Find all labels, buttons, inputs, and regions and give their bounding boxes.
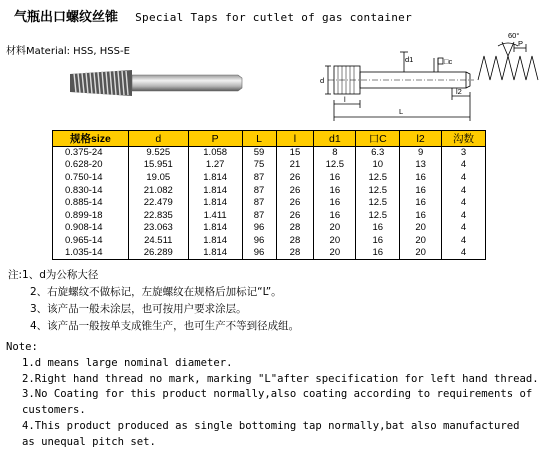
table-cell: 4 (442, 172, 486, 185)
table-row (53, 235, 486, 248)
c-label: □c (444, 57, 453, 66)
table-cell: 4 (442, 184, 486, 197)
table-cell: 1.035-14 (53, 247, 129, 260)
table-cell: 4 (442, 247, 486, 260)
table-cell: 16 (400, 209, 442, 222)
table-row (53, 197, 486, 210)
notes-english (6, 340, 550, 451)
table-cell: 26 (276, 197, 314, 210)
table-cell: 16 (314, 197, 356, 210)
note-en-line: customers. (22, 404, 86, 417)
table-row (53, 184, 486, 197)
table-row (53, 209, 486, 222)
table-cell: 87 (242, 197, 276, 210)
table-cell: 4 (442, 235, 486, 248)
table-cell: 0.830-14 (53, 184, 129, 197)
table-cell: 8 (314, 147, 356, 160)
L-label: L (399, 107, 404, 116)
l2-label: l2 (456, 87, 462, 96)
table-cell: 96 (242, 222, 276, 235)
table-cell: 12.5 (356, 197, 400, 210)
table-cell: 96 (242, 235, 276, 248)
table-cell: 0.750-14 (53, 172, 129, 185)
table-cell: 20 (314, 235, 356, 248)
table-cell: 16 (356, 247, 400, 260)
table-row (53, 247, 486, 260)
table-cell: 59 (242, 147, 276, 160)
table-cell: 20 (400, 222, 442, 235)
title-english: Special Taps for cutlet of gas container (135, 11, 413, 24)
notes-en-label: Note: (6, 341, 38, 353)
table-cell: 26.289 (128, 247, 188, 260)
table-cell: 16 (356, 222, 400, 235)
table-cell: 19.05 (128, 172, 188, 185)
table-cell: 1.814 (188, 235, 242, 248)
column-header: l2 (400, 131, 442, 147)
table-cell: 0.375-24 (53, 147, 129, 160)
table-cell: 4 (442, 222, 486, 235)
column-header: l (276, 131, 314, 147)
table-cell: 0.965-14 (53, 235, 129, 248)
table-cell: 1.814 (188, 197, 242, 210)
table-cell: 9 (400, 147, 442, 160)
table-cell: 1.27 (188, 159, 242, 172)
table-cell: 87 (242, 172, 276, 185)
table-cell: 1.411 (188, 209, 242, 222)
column-header: 沟数 (442, 131, 486, 147)
note-cn-item: 3、该产品一般未涂层，也可按用户要求涂层。 (30, 303, 247, 315)
table-cell: 16 (314, 209, 356, 222)
table-cell: 20 (314, 222, 356, 235)
table-cell: 26 (276, 184, 314, 197)
d1-label: d1 (405, 55, 414, 64)
title-row (14, 6, 413, 25)
column-header: d1 (314, 131, 356, 147)
spec-table (52, 130, 486, 260)
tap-photo-image (66, 66, 246, 100)
table-cell: 1.058 (188, 147, 242, 160)
table-cell: 12.5 (356, 172, 400, 185)
table-cell: 87 (242, 209, 276, 222)
table-cell: 21 (276, 159, 314, 172)
column-header: d (128, 131, 188, 147)
table-cell: 26 (276, 209, 314, 222)
material-label: 材料Material: HSS, HSS-E (6, 46, 130, 57)
tap-dimension-drawing (292, 16, 550, 126)
table-cell: 4 (442, 209, 486, 222)
note-en-line: 3.No Coating for this product normally,also coating according to requirements of (22, 388, 533, 401)
table-body (53, 147, 486, 260)
table-cell: 20 (314, 247, 356, 260)
table-cell: 0.899-18 (53, 209, 129, 222)
notes-cn-label: 注: (8, 269, 23, 281)
table-cell: 16 (314, 184, 356, 197)
table-cell: 28 (276, 235, 314, 248)
table-cell: 26 (276, 172, 314, 185)
table-cell: 16 (400, 172, 442, 185)
table-cell: 1.814 (188, 247, 242, 260)
pitch-label: P (518, 39, 524, 48)
table-cell: 28 (276, 247, 314, 260)
table-cell: 15 (276, 147, 314, 160)
table-cell: 28 (276, 222, 314, 235)
table-cell: 0.628-20 (53, 159, 129, 172)
table-cell: 4 (442, 159, 486, 172)
column-header: 规格size (53, 131, 129, 147)
column-header: L (242, 131, 276, 147)
note-cn-item: 4、该产品一般按单支成锥生产，也可生产不等到径成组。 (30, 320, 300, 332)
column-header: 口C (356, 131, 400, 147)
table-cell: 1.814 (188, 172, 242, 185)
table-cell: 4 (442, 197, 486, 210)
note-en-line: 4.This product produced as single bottoming tap normally,bat also manufactured (22, 419, 520, 432)
table-cell: 13 (400, 159, 442, 172)
table-cell: 23.063 (128, 222, 188, 235)
table-row (53, 159, 486, 172)
table-cell: 0.908-14 (53, 222, 129, 235)
note-en-line: 1.d means large nominal diameter. (22, 356, 233, 369)
note-en-line: 2.Right hand thread no mark, marking "L"after specification for left hand thread. (22, 372, 539, 385)
table-cell: 21.082 (128, 184, 188, 197)
table-cell: 16 (356, 235, 400, 248)
table-cell: 1.814 (188, 184, 242, 197)
table-cell: 20 (400, 235, 442, 248)
table-cell: 16 (400, 197, 442, 210)
table-cell: 96 (242, 247, 276, 260)
table-row (53, 147, 486, 160)
table-cell: 16 (314, 172, 356, 185)
table-cell: 75 (242, 159, 276, 172)
table-cell: 22.835 (128, 209, 188, 222)
table-cell: 22.479 (128, 197, 188, 210)
l-label: l (344, 95, 346, 104)
table-cell: 12.5 (356, 209, 400, 222)
note-en-line: as unequal pitch set. (22, 435, 156, 448)
table-row (53, 172, 486, 185)
table-header-row (53, 131, 486, 147)
table-cell: 12.5 (356, 184, 400, 197)
d-label: d (320, 76, 325, 85)
column-header: P (188, 131, 242, 147)
table-cell: 87 (242, 184, 276, 197)
table-cell: 12.5 (314, 159, 356, 172)
title-chinese: 气瓶出口螺纹丝锥 (14, 10, 119, 25)
table-cell: 6.3 (356, 147, 400, 160)
notes-chinese (8, 267, 299, 335)
table-cell: 0.885-14 (53, 197, 129, 210)
table-cell: 3 (442, 147, 486, 160)
table-cell: 20 (400, 247, 442, 260)
table-cell: 1.814 (188, 222, 242, 235)
table-row (53, 222, 486, 235)
angle-label: 60° (508, 31, 520, 40)
note-cn-item: 1、d为公称大径 (22, 269, 99, 281)
note-cn-row (8, 267, 299, 284)
note-cn-item: 2、右旋螺纹不做标记，左旋螺纹在规格后加标记“L”。 (30, 286, 282, 298)
table-cell: 16 (400, 184, 442, 197)
table-cell: 15.951 (128, 159, 188, 172)
table-cell: 10 (356, 159, 400, 172)
table-cell: 24.511 (128, 235, 188, 248)
table-cell: 9.525 (128, 147, 188, 160)
